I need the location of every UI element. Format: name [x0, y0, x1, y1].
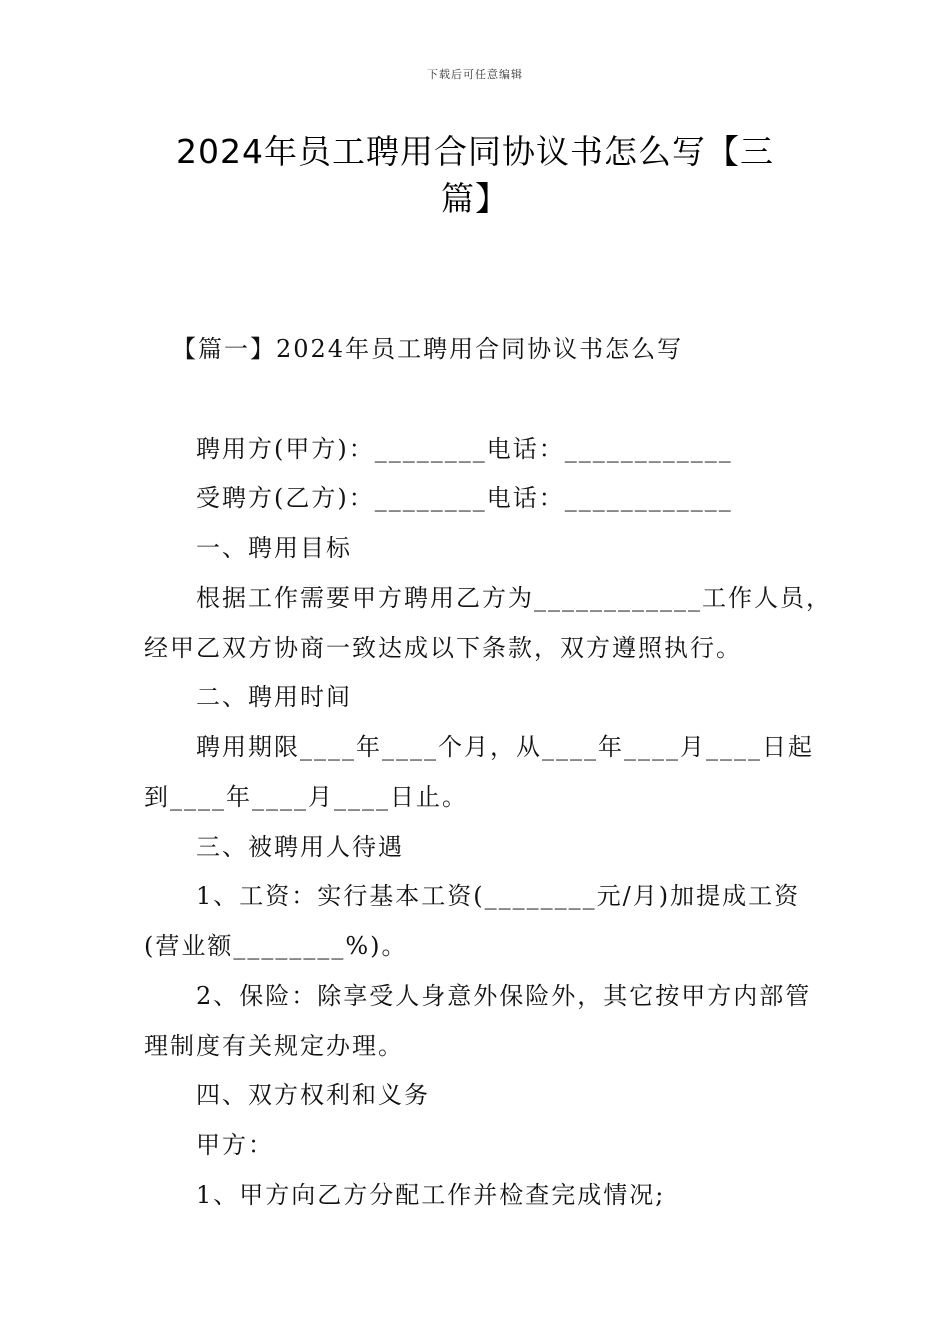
paragraph-employee: 受聘方(乙方)：________电话：____________: [196, 484, 733, 512]
paragraph-line: 到____年____月____日止。: [144, 783, 468, 811]
clause-heading-1: 一、聘用目标: [196, 534, 352, 562]
clause-heading-3: 三、被聘用人待遇: [196, 833, 404, 861]
party-a-label: 甲方：: [196, 1131, 274, 1159]
paragraph-line: 理制度有关规定办理。: [144, 1032, 404, 1060]
clause-heading-2: 二、聘用时间: [196, 683, 352, 711]
paragraph-line: 聘用期限____年____个月，从____年____月____日起: [196, 733, 814, 761]
section-heading: 【篇一】2024年员工聘用合同协议书怎么写: [172, 335, 684, 363]
title-line-2: 篇】: [441, 179, 509, 218]
paragraph-line: 1、工资：实行基本工资(________元/月)加提成工资: [196, 882, 801, 910]
paragraph-line: 经甲乙双方协商一致达成以下条款，双方遵照执行。: [144, 634, 742, 662]
paragraph-line: 根据工作需要甲方聘用乙方为____________工作人员，: [196, 584, 832, 612]
paragraph-line: (营业额________%)。: [144, 932, 408, 960]
header-note: 下载后可任意编辑: [427, 68, 523, 81]
paragraph-line: 2、保险：除享受人身意外保险外，其它按甲方内部管: [196, 982, 812, 1010]
paragraph-employer: 聘用方(甲方)：________电话：____________: [196, 435, 733, 463]
document-title: [150, 128, 800, 222]
clause-heading-4: 四、双方权利和义务: [196, 1081, 430, 1109]
paragraph-line: 1、甲方向乙方分配工作并检查完成情况;: [196, 1181, 666, 1209]
title-line-1: 2024年员工聘用合同协议书怎么写【三: [176, 132, 774, 171]
